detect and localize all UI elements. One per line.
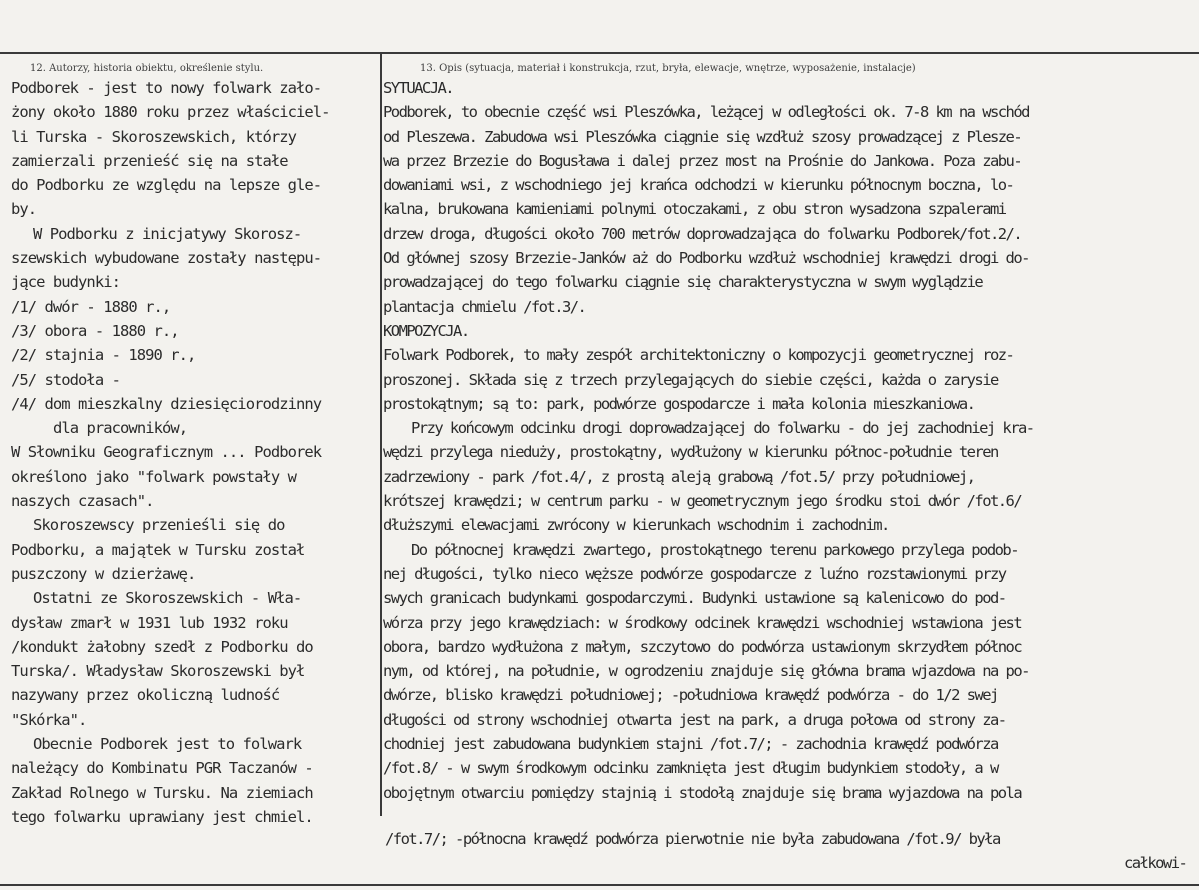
history-line: żony około 1880 roku przez właściciel- — [11, 103, 330, 122]
history-line: /kondukt żałobny szedł z Podborku do — [11, 637, 313, 656]
history-line: Ostatni ze Skoroszewskich - Wła- — [33, 589, 302, 608]
history-line: tego folwarku uprawiany jest chmiel. — [11, 807, 313, 826]
description-line: długości od strony wschodniej otwarta jest na park, a druga połowa od strony za- — [383, 710, 1006, 729]
description-line: krótszej krawędzi; w centrum parku - w geometrycznym jego środku stoi dwór /fot.6/ — [383, 492, 1022, 511]
description-line: wędzi przylega nieduży, prostokątny, wydłużony w kierunku północ-południe teren — [383, 443, 998, 462]
history-line: naszych czasach". — [11, 492, 154, 511]
history-line: Turska/. Władysław Skoroszewski był — [11, 662, 305, 681]
history-line: nazywany przez okoliczną ludność — [11, 686, 280, 705]
description-line: plantacja chmielu /fot.3/. — [383, 297, 586, 316]
history-line: należący do Kombinatu PGR Taczanów - — [11, 759, 313, 778]
history-line: Podborek - jest to nowy folwark zało- — [11, 79, 322, 97]
description-line: wórza przy jego krawędziach: w środkowy odcinek krawędzi wschodniej wstawiona jest — [383, 613, 1022, 632]
description-line: Do północnej krawędzi zwartego, prostokątnego terenu parkowego przylega podob- — [411, 540, 1018, 559]
description-line: dowaniami wsi, z wschodniego jej krańca odchodzi w kierunku północnym boczna, lo- — [383, 176, 1014, 195]
continuation-word: całkowi- — [1124, 854, 1187, 872]
description-line: proszonej. Składa się z trzech przylegających do siebie części, każda o zarysie — [383, 370, 998, 389]
description-line: dłuższymi elewacjami zwrócony w kierunkach wschodnim i zachodnim. — [383, 516, 889, 535]
section-heading-sytuacja: SYTUACJA. — [383, 79, 454, 97]
column-divider — [380, 54, 382, 816]
description-column — [383, 76, 1197, 805]
history-line: dla pracowników, — [53, 419, 188, 438]
history-line: Obecnie Podborek jest to folwark — [33, 735, 302, 754]
description-line: Folwark Podborek, to mały zespół architektoniczny o kompozycji geometrycznej roz- — [383, 346, 1014, 365]
description-line: /fot.8/ - w swym środkowym odcinku zamknięta jest długim budynkiem stodoły, a w — [383, 759, 998, 778]
description-line: prostokątnym; są to: park, podwórze gospodarcze i mała kolonia mieszkaniowa. — [383, 394, 975, 413]
description-line: drzew droga, długości około 700 metrów doprowadzająca do folwarku Podborek/fot.2/. — [383, 224, 1022, 243]
description-line: swych granicach budynkami gospodarczymi. Budynki ustawione są kalenicowo do pod- — [383, 589, 1006, 608]
building-list-item: /2/ stajnia - 1890 r., — [11, 346, 196, 365]
description-line: Od głównej szosy Brzezie-Janków aż do Podborku wzdłuż wschodniej krawędzi drogi do- — [383, 249, 1029, 268]
history-line: Podborku, a majątek w Tursku został — [11, 540, 305, 559]
history-line: określono jako "folwark powstały w — [11, 467, 296, 486]
building-list-item: /1/ dwór - 1880 r., — [11, 297, 171, 316]
history-line: do Podborku ze względu na lepsze gle- — [11, 176, 322, 195]
description-line: nej długości, tylko nieco węższe podwórze gospodarcze z luźno rozstawionymi przy — [383, 564, 1006, 583]
description-line: Przy końcowym odcinku drogi doprowadzającej do folwarku - do jej zachodniej kra- — [411, 419, 1034, 438]
history-line: zamierzali przenieść się na stałe — [11, 151, 288, 170]
continuation-line: /fot.7/; -północna krawędź podwórza pierwotnie nie była zabudowana /fot.9/ była — [385, 830, 1000, 848]
history-line: W Słowniku Geograficznym ... Podborek — [11, 443, 322, 462]
section-heading-kompozycja: KOMPOZYCJA. — [383, 321, 469, 340]
bottom-rule — [0, 884, 1199, 886]
history-line: dysław zmarł w 1931 lub 1932 roku — [11, 613, 288, 632]
description-line: nym, od której, na południe, w ogrodzeniu znajduje się główna brama wjazdowa na po- — [383, 662, 1029, 681]
history-line: "Skórka". — [11, 710, 87, 729]
section-13-header: 13. Opis (sytuacja, materiał i konstrukcja, rzut, bryła, elewacje, wnętrze, wyposażenie, instalacje) — [420, 63, 916, 74]
description-line: wa przez Brzezie do Bogusława i dalej przez most na Prośnie do Jankowa. Poza zabu- — [383, 151, 1022, 170]
history-column — [11, 76, 379, 829]
description-line: prowadzającej do tego folwarku ciągnie się charakterystyczna w swym wyglądzie — [383, 273, 983, 292]
description-line: kalna, brukowana kamieniami polnymi otoczakami, z obu stron wysadzona szpalerami — [383, 200, 1006, 219]
description-line: zadrzewiony - park /fot.4/, z prostą aleją grabową /fot.5/ przy południowej, — [383, 467, 975, 486]
description-line: dwórze, blisko krawędzi południowej; -południowa krawędź podwórza - do 1/2 swej — [383, 686, 998, 705]
description-line: obojętnym otwarciu pomiędzy stajnią i stodołą znajduje się brama wyjazdowa na pola — [383, 783, 1022, 802]
building-list-item: /5/ stodoła - — [11, 370, 120, 389]
history-line: puszczony w dzierżawę. — [11, 564, 196, 583]
history-line: szewskich wybudowane zostały następu- — [11, 249, 322, 268]
history-line: li Turska - Skoroszewskich, którzy — [11, 127, 296, 146]
description-line: od Pleszewa. Zabudowa wsi Pleszówka ciągnie się wzdłuż szosy prowadzącej z Plesze- — [383, 127, 1022, 146]
history-line: Skoroszewscy przenieśli się do — [33, 516, 285, 535]
history-line: by. — [11, 200, 37, 219]
description-line: Podborek, to obecnie część wsi Pleszówka, leżącej w odległości ok. 7-8 km na wschód — [383, 103, 1029, 122]
section-12-header: 12. Autorzy, historia obiektu, określenie stylu. — [30, 63, 264, 74]
building-list-item: /3/ obora - 1880 r., — [11, 321, 179, 340]
description-line: chodniej jest zabudowana budynkiem stajni /fot.7/; - zachodnia krawędź podwórza — [383, 735, 998, 754]
history-line: jące budynki: — [11, 273, 120, 292]
history-line: W Podborku z inicjatywy Skorosz- — [33, 224, 302, 243]
history-line: Zakład Rolnego w Tursku. Na ziemiach — [11, 783, 313, 802]
building-list-item: /4/ dom mieszkalny dziesięciorodzinny — [11, 394, 322, 413]
description-line: obora, bardzo wydłużona z małym, szczytowo do podwórza ustawionym skrzydłem północ — [383, 637, 1022, 656]
top-rule — [0, 52, 1199, 54]
